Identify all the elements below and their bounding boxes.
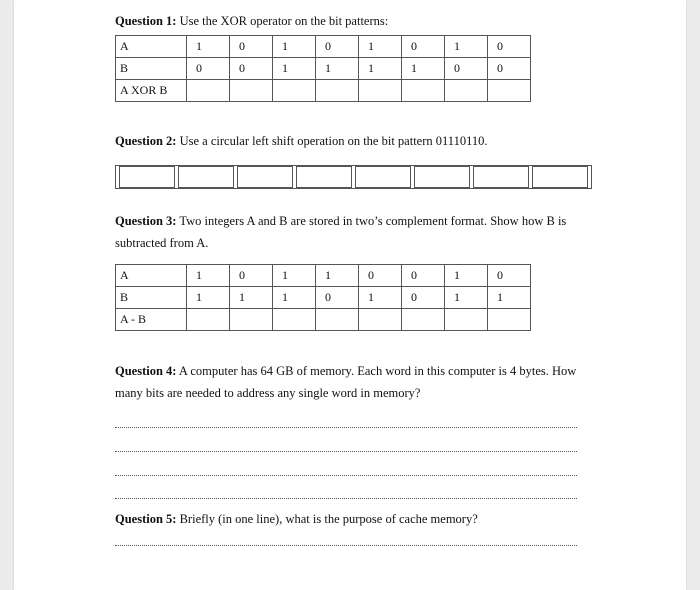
bit-cell: 0	[445, 58, 488, 80]
answer-line[interactable]	[115, 474, 577, 476]
answer-cell[interactable]	[187, 309, 230, 331]
question-2	[115, 130, 595, 152]
question-5-text: Briefly (in one line), what is the purpose of cache memory?	[176, 512, 478, 526]
bit-cell: 0	[488, 58, 531, 80]
question-3	[115, 210, 581, 254]
bit-cell: 1	[187, 287, 230, 309]
answer-cell[interactable]	[445, 80, 488, 102]
answer-cell[interactable]	[488, 80, 531, 102]
bit-cell: 0	[316, 287, 359, 309]
answer-cell[interactable]	[273, 309, 316, 331]
bit-cell: 1	[273, 287, 316, 309]
answer-cell[interactable]	[359, 80, 402, 102]
bit-cell: 0	[187, 58, 230, 80]
shift-answer-cell[interactable]	[119, 166, 175, 188]
worksheet-page	[14, 0, 686, 590]
row-label: A XOR B	[116, 80, 187, 102]
xor-table	[115, 35, 531, 102]
shift-answer-table	[115, 165, 592, 189]
bit-cell: 0	[230, 36, 273, 58]
bit-cell: 1	[359, 58, 402, 80]
bit-cell: 1	[402, 58, 445, 80]
bit-cell: 0	[402, 36, 445, 58]
question-1-text: Use the XOR operator on the bit patterns:	[176, 14, 389, 28]
bit-cell: 1	[273, 265, 316, 287]
table-row	[116, 80, 531, 102]
bit-cell: 0	[230, 265, 273, 287]
question-1	[115, 10, 595, 32]
bit-cell: 0	[402, 287, 445, 309]
shift-answer-cell[interactable]	[473, 166, 529, 188]
bit-cell: 0	[230, 58, 273, 80]
bit-cell: 1	[230, 287, 273, 309]
bit-cell: 0	[359, 265, 402, 287]
shift-answer-cell[interactable]	[414, 166, 470, 188]
bit-cell: 1	[273, 58, 316, 80]
question-4-label: Question 4:	[115, 364, 177, 378]
answer-cell[interactable]	[273, 80, 316, 102]
question-5	[115, 508, 595, 530]
answer-line[interactable]	[115, 544, 577, 546]
bit-cell: 1	[359, 36, 402, 58]
answer-cell[interactable]	[402, 309, 445, 331]
bit-cell: 1	[445, 265, 488, 287]
shift-answer-cell[interactable]	[296, 166, 352, 188]
row-label: A - B	[116, 309, 187, 331]
answer-line[interactable]	[115, 497, 577, 499]
question-3-text: Two integers A and B are stored in two’s complement format. Show how B is subtracted from A.	[115, 214, 567, 250]
answer-cell[interactable]	[230, 309, 273, 331]
shift-answer-cell[interactable]	[178, 166, 234, 188]
question-2-text: Use a circular left shift operation on the bit pattern 01110110.	[176, 134, 488, 148]
row-label: A	[116, 36, 187, 58]
answer-cell[interactable]	[316, 309, 359, 331]
question-4	[115, 360, 585, 404]
bit-cell: 0	[488, 36, 531, 58]
answer-line[interactable]	[115, 426, 577, 428]
answer-cell[interactable]	[359, 309, 402, 331]
bit-cell: 1	[187, 36, 230, 58]
table-row	[116, 36, 531, 58]
answer-cell[interactable]	[488, 309, 531, 331]
row-label: B	[116, 287, 187, 309]
shift-answer-cell[interactable]	[355, 166, 411, 188]
question-1-label: Question 1:	[115, 14, 177, 28]
bit-cell: 1	[445, 287, 488, 309]
answer-line[interactable]	[115, 450, 577, 452]
answer-cell[interactable]	[187, 80, 230, 102]
table-row	[116, 265, 531, 287]
table-row	[116, 287, 531, 309]
shift-answer-cell[interactable]	[532, 166, 588, 188]
row-label: B	[116, 58, 187, 80]
bit-cell: 1	[359, 287, 402, 309]
question-4-text: A computer has 64 GB of memory. Each word in this computer is 4 bytes. How many bits are needed to address any single word in memory?	[115, 364, 577, 400]
row-label: A	[116, 265, 187, 287]
subtraction-table	[115, 264, 531, 331]
bit-cell: 1	[316, 58, 359, 80]
bit-cell: 1	[488, 287, 531, 309]
answer-cell[interactable]	[402, 80, 445, 102]
bit-cell: 1	[316, 265, 359, 287]
bit-cell: 0	[402, 265, 445, 287]
bit-cell: 1	[187, 265, 230, 287]
table-row	[116, 58, 531, 80]
question-5-label: Question 5:	[115, 512, 177, 526]
shift-answer-cell[interactable]	[237, 166, 293, 188]
bit-cell: 0	[316, 36, 359, 58]
answer-cell[interactable]	[230, 80, 273, 102]
bit-cell: 0	[488, 265, 531, 287]
answer-cell[interactable]	[445, 309, 488, 331]
table-row	[116, 309, 531, 331]
question-2-label: Question 2:	[115, 134, 177, 148]
bit-cell: 1	[445, 36, 488, 58]
answer-cell[interactable]	[316, 80, 359, 102]
question-3-label: Question 3:	[115, 214, 177, 228]
bit-cell: 1	[273, 36, 316, 58]
